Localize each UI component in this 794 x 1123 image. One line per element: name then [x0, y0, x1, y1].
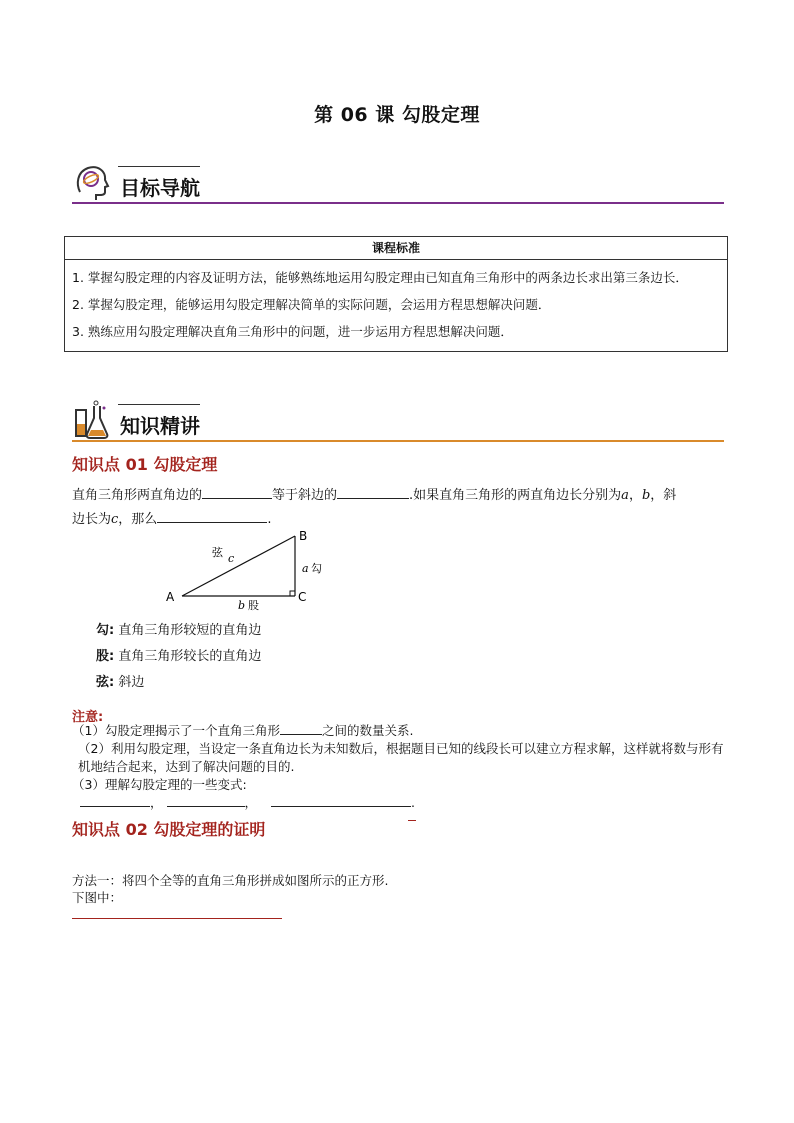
- definition-term: 股:: [96, 649, 115, 664]
- standard-item: 1. 掌握勾股定理的内容及证明方法，能够熟练地运用勾股定理由已知直角三角形中的两条边长求出第三条边长．: [72, 270, 688, 285]
- definition-desc: 斜边: [118, 675, 145, 690]
- head-brain-icon: [72, 162, 112, 202]
- var-b: b: [641, 488, 651, 503]
- right-triangle-figure: [160, 528, 340, 614]
- section-overline: [118, 404, 200, 405]
- definition-term: 勾:: [96, 623, 115, 638]
- fill-blank[interactable]: [157, 508, 267, 523]
- section-overline: [118, 166, 200, 167]
- text-run: ，那么: [118, 512, 158, 527]
- definition-desc: 直角三角形较长的直角边: [118, 649, 262, 664]
- text-run: ，: [628, 488, 642, 503]
- fill-blank[interactable]: [280, 722, 322, 735]
- hyp-label: 弦: [212, 546, 223, 559]
- kp1-definitions: [96, 618, 261, 696]
- var-a: a: [621, 488, 629, 503]
- text-run: 之间的数量关系.: [321, 723, 414, 738]
- note-item-2: （2）利用勾股定理，当设定一条直角边长为未知数后，根据题目已知的线段长可以建立方程求解，这样就将数与形有机地结合起来，达到了解决问题的目的.: [78, 741, 724, 774]
- leg-b-var: b: [238, 599, 246, 612]
- page-title: 第 06 课 勾股定理: [314, 104, 480, 126]
- fill-blank[interactable]: [167, 794, 245, 807]
- section-goals-rule: [72, 202, 724, 204]
- standard-item: 2. 掌握勾股定理，能够运用勾股定理解决简单的实际问题，会运用方程思想解决问题．: [72, 297, 551, 312]
- definition-desc: 直角三角形较短的直角边: [118, 623, 262, 638]
- text-run: .如果直角三角形的两直角边长分别为: [409, 488, 622, 503]
- section-knowledge-header: [72, 400, 724, 444]
- course-standards-body: [65, 260, 727, 351]
- decorative-dash: [408, 820, 416, 821]
- definition-row: [96, 670, 261, 696]
- text-run: （1）勾股定理揭示了一个直角三角形: [72, 723, 280, 738]
- course-standards-header: 课程标准: [65, 237, 727, 260]
- definition-row: [96, 618, 261, 644]
- kp1-title: 知识点 01 勾股定理: [72, 455, 218, 474]
- vertex-c-label: C: [298, 590, 307, 604]
- text-run: ，斜: [650, 488, 677, 503]
- right-angle-mark: [290, 591, 295, 596]
- course-standards-table: [64, 236, 728, 352]
- kp1-line-1: [72, 484, 724, 508]
- definition-row: [96, 644, 261, 670]
- section-knowledge-title: 知识精讲: [120, 414, 200, 438]
- kp2-method-1: 方法一：将四个全等的直角三角形拼成如图所示的正方形.: [72, 873, 389, 888]
- text-run: .: [411, 795, 416, 810]
- text-run: 等于斜边的: [272, 488, 338, 503]
- fill-blank[interactable]: [80, 794, 150, 807]
- flask-icon: [72, 400, 112, 440]
- kp2-below-label: 下图中：: [72, 890, 123, 905]
- hypotenuse-line: [182, 536, 295, 596]
- var-c: c: [111, 512, 119, 527]
- note-title: 注意:: [72, 710, 104, 725]
- fill-blank[interactable]: [271, 794, 411, 807]
- leg-a-var: a: [302, 562, 309, 575]
- note-variants-line: [72, 794, 724, 812]
- section-underline: [72, 918, 282, 919]
- kp1-statement: [72, 484, 724, 532]
- text-run: 直角三角形两直角边的: [72, 488, 203, 503]
- standard-item: 3. 熟练应用勾股定理解决直角三角形中的问题，进一步运用方程思想解决问题．: [72, 324, 513, 339]
- leg-a-label: 勾: [311, 562, 322, 575]
- vertex-b-label: B: [299, 529, 308, 543]
- text-run: ，: [244, 795, 258, 810]
- section-knowledge-rule: [72, 440, 724, 442]
- text-run: 边长为: [72, 512, 112, 527]
- hyp-var: c: [228, 552, 235, 565]
- text-run: .: [267, 512, 272, 527]
- section-goals-title: 目标导航: [120, 176, 200, 200]
- fill-blank[interactable]: [337, 484, 409, 499]
- text-run: ，: [150, 795, 163, 810]
- fill-blank[interactable]: [202, 484, 272, 499]
- definition-term: 弦:: [96, 675, 115, 690]
- note-item-3: （3）理解勾股定理的一些变式:: [72, 777, 247, 792]
- leg-b-label: 股: [248, 599, 259, 612]
- section-goals-header: [72, 162, 724, 206]
- vertex-a-label: A: [166, 590, 175, 604]
- note-item-1: [72, 722, 724, 740]
- kp2-title: 知识点 02 勾股定理的证明: [72, 820, 266, 839]
- note-body: [72, 722, 724, 812]
